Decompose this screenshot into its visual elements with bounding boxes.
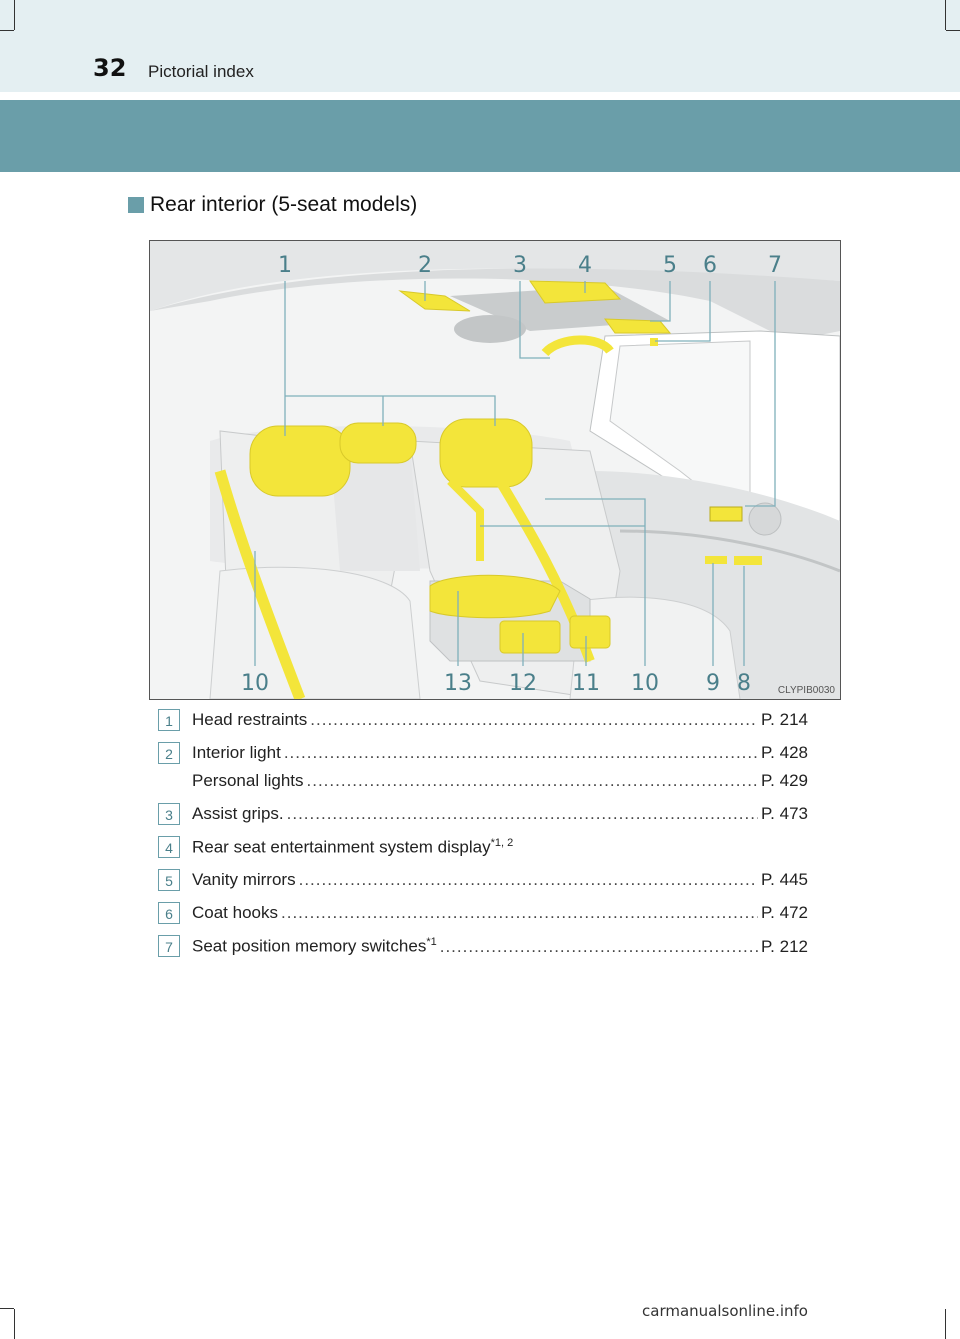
item-page-ref[interactable]: P. 445 bbox=[761, 870, 808, 889]
header-title: Pictorial index bbox=[148, 62, 254, 81]
item-number-badge: 3 bbox=[158, 803, 180, 825]
callout-top-6: 6 bbox=[703, 253, 717, 278]
item-number-badge: 5 bbox=[158, 869, 180, 891]
item-label: Head restraints bbox=[192, 710, 308, 729]
list-item bbox=[158, 741, 808, 769]
heading-square-icon bbox=[128, 197, 144, 213]
item-page-ref[interactable]: P. 472 bbox=[761, 903, 808, 922]
callout-bottom-10b: 10 bbox=[631, 671, 659, 696]
list-item bbox=[158, 835, 808, 868]
callout-bottom-11: 11 bbox=[572, 671, 600, 696]
callout-top-3: 3 bbox=[513, 253, 527, 278]
page-header bbox=[0, 0, 960, 92]
crop-mark bbox=[945, 1309, 946, 1339]
crop-mark bbox=[945, 0, 946, 30]
item-label: Vanity mirrors bbox=[192, 870, 296, 889]
item-label: Rear seat entertainment system display$^{*1, 2}$ bbox=[192, 837, 514, 857]
section-heading-text: Rear interior (5-seat models) bbox=[150, 193, 418, 216]
item-page-ref[interactable]: P. 473 bbox=[761, 804, 808, 823]
item-page-ref[interactable]: P. 212 bbox=[761, 936, 808, 956]
callout-top-4: 4 bbox=[578, 253, 592, 278]
item-list bbox=[158, 708, 808, 967]
callout-top-7: 7 bbox=[768, 253, 782, 278]
page-number: 32 bbox=[93, 54, 127, 82]
list-item bbox=[158, 901, 808, 934]
crop-mark bbox=[946, 30, 960, 31]
callout-top-1: 1 bbox=[278, 253, 292, 278]
list-item bbox=[158, 802, 808, 835]
rear-interior-illustration bbox=[149, 240, 841, 700]
list-item bbox=[158, 708, 808, 741]
item-page-ref[interactable]: P. 214 bbox=[761, 710, 808, 729]
callout-bottom-12: 12 bbox=[509, 671, 537, 696]
footnote-marker: *1 bbox=[426, 936, 437, 948]
leader-lines bbox=[150, 241, 840, 699]
item-label: Assist grips. bbox=[192, 804, 284, 823]
item-number-badge: 4 bbox=[158, 836, 180, 858]
callout-bottom-10a: 10 bbox=[241, 671, 269, 696]
item-number-badge: 7 bbox=[158, 935, 180, 957]
callout-bottom-13: 13 bbox=[444, 671, 472, 696]
callout-top-2: 2 bbox=[418, 253, 432, 278]
image-code: CLYPIB0030 bbox=[777, 685, 835, 696]
callout-bottom-9: 9 bbox=[706, 671, 720, 696]
header-band bbox=[0, 100, 960, 172]
item-label: Personal lights bbox=[192, 771, 304, 790]
item-label: Interior light bbox=[192, 743, 281, 762]
item-page-ref[interactable]: P. 428 bbox=[761, 743, 808, 762]
crop-mark bbox=[14, 0, 15, 30]
list-item bbox=[158, 868, 808, 901]
item-label: Seat position memory switches$^{*1}$ bbox=[192, 936, 437, 956]
list-item bbox=[158, 934, 808, 967]
crop-mark bbox=[14, 1309, 15, 1339]
section-heading bbox=[128, 193, 417, 217]
item-number-badge: 6 bbox=[158, 902, 180, 924]
list-item bbox=[158, 769, 808, 802]
crop-mark bbox=[0, 30, 14, 31]
callout-bottom-8: 8 bbox=[737, 671, 751, 696]
footnote-marker: *1, 2 bbox=[490, 837, 514, 849]
item-number-badge: 2 bbox=[158, 742, 180, 764]
callout-top-5: 5 bbox=[663, 253, 677, 278]
item-page-ref[interactable]: P. 429 bbox=[761, 771, 808, 790]
item-number-badge: 1 bbox=[158, 709, 180, 731]
item-label: Coat hooks bbox=[192, 903, 278, 922]
crop-mark bbox=[0, 1308, 14, 1309]
watermark: carmanualsonline.info bbox=[642, 1302, 808, 1320]
